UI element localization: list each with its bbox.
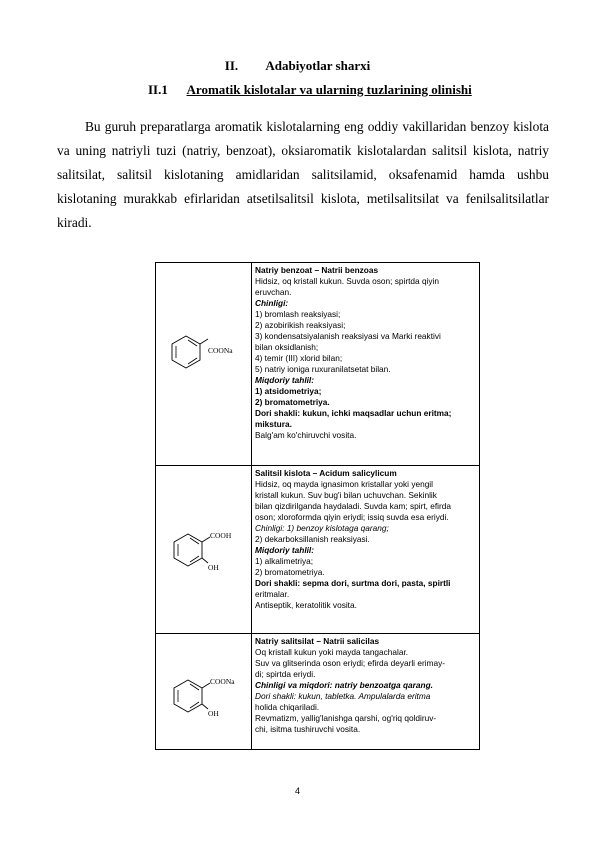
description-line: 2) dekarboksillanish reaksiyasi. (255, 534, 370, 544)
description-line: eruvchan. (255, 287, 292, 297)
description-line: bilan oksidlanish; (255, 342, 319, 352)
group-label: COONa (208, 346, 233, 355)
description-line: chi, isitma tushiruvchi vosita. (255, 724, 361, 734)
description-line: 2) bromatometriya. (255, 397, 330, 407)
sodium-benzoate-structure (156, 263, 251, 466)
description-cell (252, 634, 480, 750)
description-line: Hidsiz, oq kristall kukun. Suvda oson; spirtda qiyin (255, 276, 440, 286)
description-line: mikstura. (255, 419, 292, 429)
description-line: eritmalar. (255, 589, 290, 599)
section-heading (0, 58, 595, 74)
description-line: Salitsil kislota – Acidum salicylicum (255, 468, 397, 478)
description-line: Chinligi: 1) benzoy kislotaga qarang; (255, 523, 389, 533)
description-line: 4) temir (III) xlorid bilan; (255, 353, 343, 363)
sodium-salicylate-structure (156, 634, 251, 750)
salicylic-acid-structure (156, 466, 251, 634)
description-line: Antiseptik, keratolitik vosita. (255, 600, 357, 610)
description-line: 3) kondensatsiyalanish reaksiyasi va Marki reaktivi (255, 331, 441, 341)
description-line: Chinligi va miqdori: natriy benzoatga qarang. (255, 680, 433, 690)
intro-paragraph: Bu guruh preparatlarga aromatik kislotalarning eng oddiy vakillaridan benzoy kislota va uning natriyli tuzi (natriy, benzoat), oksiaromatik kislotalardan salitsil kislota, natriy salitsilat, salitsil kislotaning amidlaridan salitsilamid, oksafenamid hamda ushbu kislotaning murakkab efirlaridan atsetilsalitsil kislota, metilsalitsilat va fenilsalitsilatlar kiradi. (57, 119, 549, 230)
description-line: Oq kristall kukun yoki mayda tangachalar. (255, 647, 409, 657)
description-line: Dori shakli: kukun, ichki maqsadlar uchun eritma; (255, 408, 452, 418)
section-title: Adabiyotlar sharxi (265, 58, 371, 73)
description-line: Suv va glitserinda oson eriydi; efirda deyarli erimay- (255, 658, 445, 668)
description-line: Natriy salitsilat – Natrii salicilas (255, 636, 380, 646)
description-line: 2) azobirikish reaksiyasi; (255, 320, 346, 330)
section-number: II. (224, 58, 239, 73)
compound-row-sodium-benzoate (156, 263, 480, 466)
group-label: COONa (210, 677, 235, 686)
description-line: Hidsiz, oq mayda ignasimon kristallar yoki yengil (255, 479, 433, 489)
subsection-title: Aromatik kislotalar va ularning tuzlarining olinishi (186, 82, 472, 97)
subsection-number: II.1 (148, 82, 168, 97)
group-label: OH (208, 709, 219, 718)
description-line: Natriy benzoat – Natrii benzoas (255, 265, 379, 275)
description-line: Revmatizm, yallig'lanishga qarshi, og'riq qoldiruv- (255, 713, 437, 723)
description-line: Miqdoriy tahlil: (255, 375, 314, 385)
description-cell (252, 263, 480, 466)
description-line: bilan qizdirilganda haydaladi. Suvda kam; spirt, efirda (255, 501, 452, 511)
description-lines (255, 636, 476, 735)
description-line: 1) bromlash reaksiyasi; (255, 309, 341, 319)
description-line: kristall kukun. Suv bug'i bilan uchuvchan. Sekinlik (255, 490, 437, 500)
description-line: 1) alkalimetriya; (255, 556, 314, 566)
description-line: Balg'am ko'chiruvchi vosita. (255, 430, 357, 440)
group-label: OH (208, 563, 219, 572)
description-line: oson; xloroformda qiyin eriydi; issiq suvda esa eriydi. (255, 512, 449, 522)
subsection-heading (148, 82, 472, 98)
structure-cell (156, 466, 252, 634)
description-lines (255, 468, 476, 611)
description-line: 5) natriy ioniga ruxuranilatsetat bilan. (255, 364, 391, 374)
compound-row-salicylic-acid (156, 466, 480, 634)
structure-cell (156, 634, 252, 750)
page-number: 4 (294, 786, 300, 796)
description-lines (255, 265, 476, 441)
structure-cell (156, 263, 252, 466)
compound-table (155, 262, 480, 750)
description-cell (252, 466, 480, 634)
description-line: 1) atsidometriya; (255, 386, 322, 396)
description-line: holida chiqariladi. (255, 702, 320, 712)
description-line: Dori shakli: sepma dori, surtma dori, pasta, spirtli (255, 578, 451, 588)
description-line: di; spirtda eriydi. (255, 669, 316, 679)
group-label: COOH (210, 531, 232, 540)
description-line: Chinligi: (255, 298, 289, 308)
description-line: Dori shakli: kukun, tabletka. Ampulalarda eritma (255, 691, 431, 701)
description-line: Miqdoriy tahlil: (255, 545, 314, 555)
compound-row-sodium-salicylate (156, 634, 480, 750)
description-line: 2) bromatometriya. (255, 567, 325, 577)
